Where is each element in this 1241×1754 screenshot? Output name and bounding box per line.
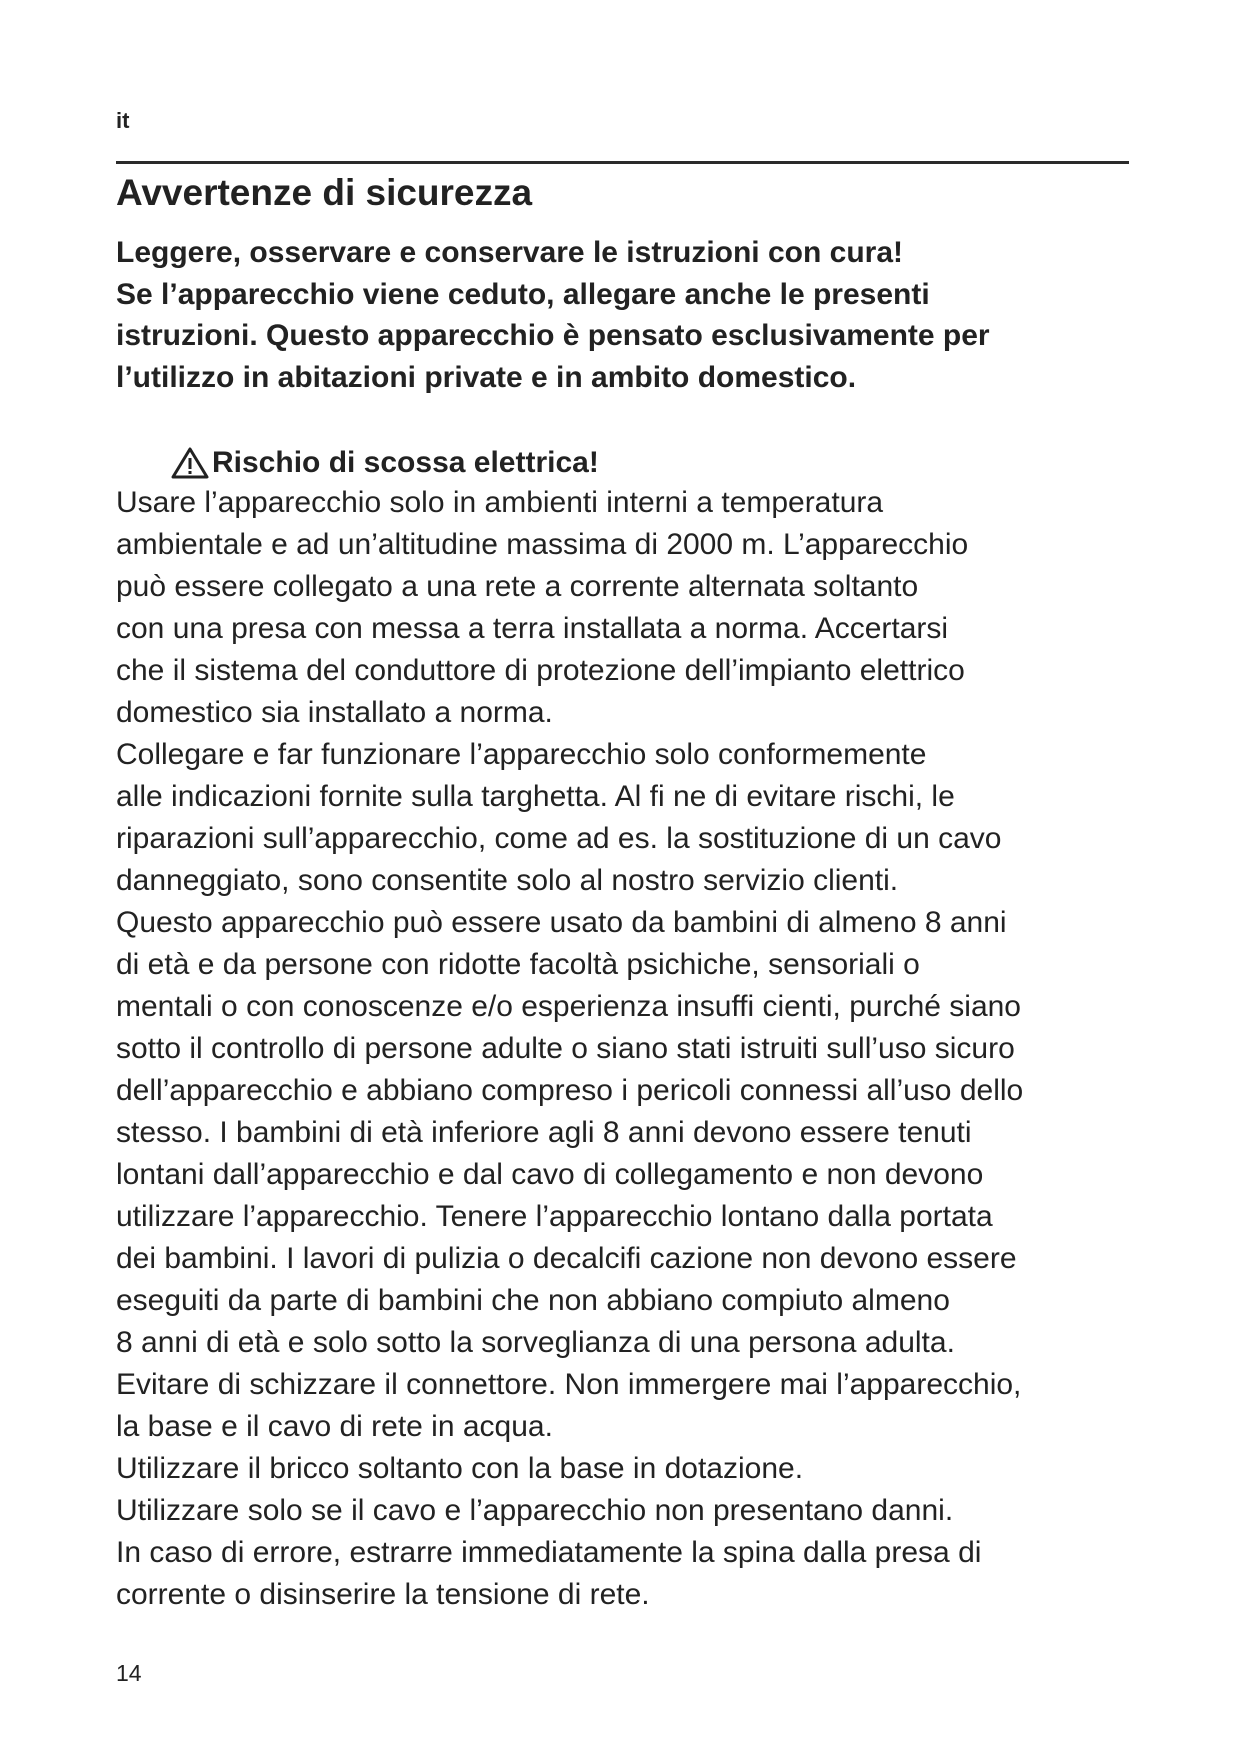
- body-line: Utilizzare il bricco soltanto con la base in dotazione.: [116, 1452, 804, 1485]
- body-line: 8 anni di età e solo sotto la sorveglianza di una persona adulta.: [116, 1326, 955, 1359]
- body-line: danneggiato, sono consentite solo al nostro servizio clienti.: [116, 864, 899, 897]
- warning-title: Rischio di scossa elettrica!: [212, 446, 599, 479]
- body-line: In caso di errore, estrarre immediatamente la spina dalla presa di: [116, 1536, 982, 1569]
- language-code: it: [116, 108, 130, 133]
- body-line: dell’apparecchio e abbiano compreso i pericoli connessi all’uso dello: [116, 1074, 1024, 1107]
- body-line: con una presa con messa a terra installata a norma. Accertarsi: [116, 612, 949, 645]
- warning-heading: [170, 443, 599, 483]
- intro-line: l’utilizzo in abitazioni private e in ambito domestico.: [116, 360, 857, 394]
- body-line: domestico sia installato a norma.: [116, 696, 553, 729]
- body-line: può essere collegato a una rete a corrente alternata soltanto: [116, 570, 919, 603]
- body-line: eseguiti da parte di bambini che non abbiano compiuto almeno: [116, 1284, 950, 1317]
- body-line: Questo apparecchio può essere usato da bambini di almeno 8 anni: [116, 906, 1007, 939]
- safety-text: [116, 482, 1146, 1616]
- intro-paragraph: [116, 232, 1136, 398]
- body-line: Utilizzare solo se il cavo e l’apparecchio non presentano danni.: [116, 1494, 954, 1527]
- intro-line: Se l’apparecchio viene ceduto, allegare anche le presenti: [116, 277, 930, 311]
- intro-line: Leggere, osservare e conservare le istruzioni con cura!: [116, 236, 904, 269]
- body-line: Evitare di schizzare il connettore. Non immergere mai l’apparecchio,: [116, 1368, 1022, 1401]
- body-line: la base e il cavo di rete in acqua.: [116, 1410, 553, 1443]
- section-title: Avvertenze di sicurezza: [116, 172, 533, 213]
- page-number: 14: [116, 1660, 142, 1686]
- body-line: ambientale e ad un’altitudine massima di 2000 m. L’apparecchio: [116, 528, 969, 561]
- section-divider: [116, 161, 1129, 164]
- body-line: Collegare e far funzionare l’apparecchio solo conformemente: [116, 738, 927, 771]
- body-line: dei bambini. I lavori di pulizia o decalcifi cazione non devono essere: [116, 1242, 1017, 1275]
- body-line: di età e da persone con ridotte facoltà psichiche, sensoriali o: [116, 948, 920, 981]
- body-line: lontani dall’apparecchio e dal cavo di collegamento e non devono: [116, 1158, 984, 1191]
- body-line: stesso. I bambini di età inferiore agli 8 anni devono essere tenuti: [116, 1116, 972, 1149]
- body-line: mentali o con conoscenze e/o esperienza insuffi cienti, purché siano: [116, 990, 1021, 1023]
- body-line: alle indicazioni fornite sulla targhetta. Al fi ne di evitare rischi, le: [116, 780, 955, 813]
- body-line: sotto il controllo di persone adulte o siano stati istruiti sull’uso sicuro: [116, 1032, 1015, 1065]
- body-line: utilizzare l’apparecchio. Tenere l’apparecchio lontano dalla portata: [116, 1200, 993, 1233]
- body-line: che il sistema del conduttore di protezione dell’impianto elettrico: [116, 654, 965, 687]
- warning-triangle-icon: [170, 446, 210, 480]
- body-line: corrente o disinserire la tensione di rete.: [116, 1578, 650, 1611]
- intro-line: istruzioni. Questo apparecchio è pensato esclusivamente per: [116, 319, 990, 352]
- body-line: riparazioni sull’apparecchio, come ad es. la sostituzione di un cavo: [116, 822, 1002, 855]
- body-line: Usare l’apparecchio solo in ambienti interni a temperatura: [116, 486, 884, 519]
